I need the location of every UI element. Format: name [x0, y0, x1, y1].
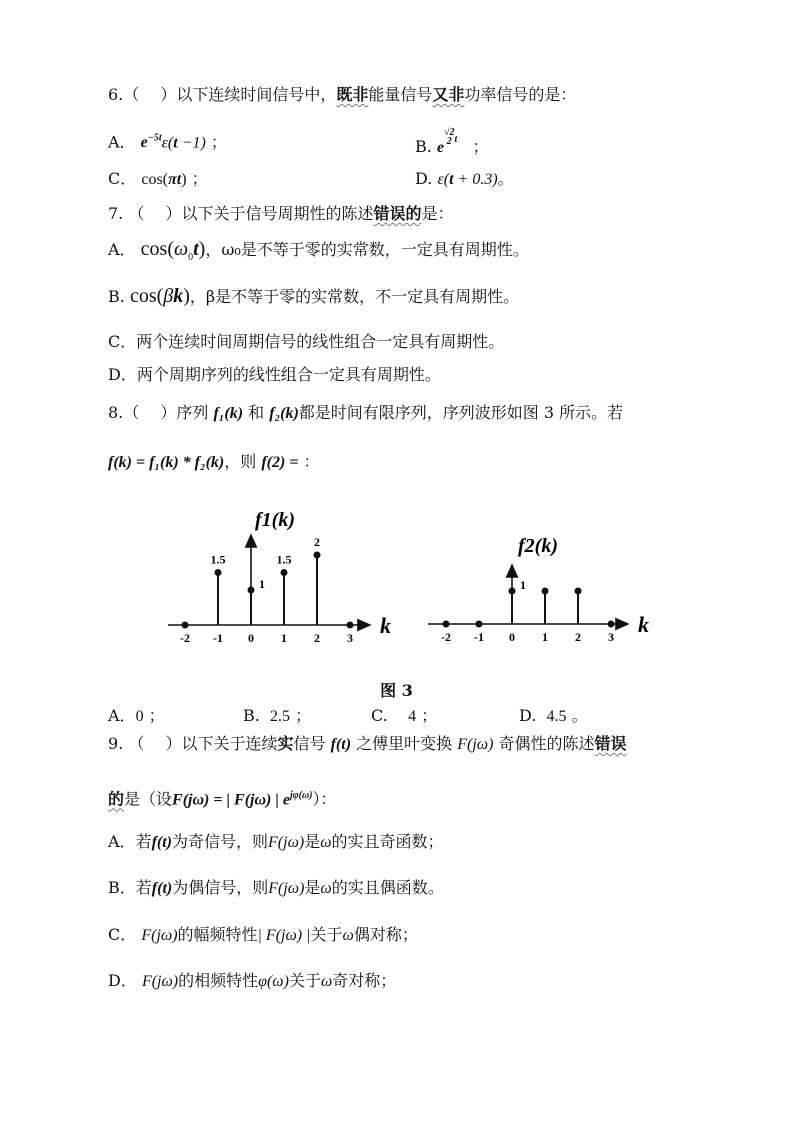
option-tail: 。 [571, 706, 588, 725]
stem-point [509, 588, 516, 595]
q6-stem-text: 功率信号的是： [464, 85, 577, 104]
x-tick-label: -2 [441, 630, 451, 644]
q6-stem [108, 84, 576, 106]
q9-emphasis-wrong: 错误 [594, 734, 627, 753]
value-label: 1.5 [276, 552, 292, 567]
q6-number: 6.（ ） [108, 85, 177, 104]
option-text: 的实且奇函数； [331, 832, 444, 851]
q6-emphasis-1: 既非 [336, 85, 369, 104]
option-label: B. [243, 706, 260, 725]
x-axis-label: k [638, 612, 649, 637]
q6-c-expr: cos(πt) [141, 171, 187, 188]
option-tail: ； [191, 169, 208, 188]
option-label: D. [519, 706, 537, 725]
q8-stem-line1 [108, 402, 623, 425]
q9-option-d [108, 970, 396, 993]
option-label: C． [108, 169, 137, 188]
option-value: 4.5 [546, 708, 567, 725]
option-expr: ω [320, 834, 332, 851]
stem-point [248, 587, 255, 594]
figure-3 [150, 490, 670, 670]
option-expr: f(t) [151, 880, 173, 897]
q9-text: 是（设 [124, 789, 173, 809]
option-tail: ； [148, 706, 165, 725]
q8-option-c [371, 703, 437, 726]
x-tick-label: 2 [314, 631, 320, 645]
x-tick-label: 1 [281, 631, 287, 645]
q9-text: 信号 [293, 734, 326, 753]
x-axis-label: k [380, 613, 391, 638]
q9-polar-expr: F(jω) = | F(jω) | e [172, 791, 290, 809]
q7-a-expr: $\cos(\omega_0t)$ [140, 238, 206, 263]
option-label: C. [371, 706, 388, 725]
option-text: 关于 [288, 971, 321, 990]
stem-point [575, 588, 582, 595]
q9-number: 9. （ ） [108, 734, 182, 753]
option-label: D. [415, 169, 433, 188]
stem-point [182, 622, 189, 629]
option-label: A． [108, 706, 136, 725]
option-value: 2.5 [270, 708, 291, 725]
option-tail: 。 [497, 169, 514, 188]
option-expr: ω [342, 927, 354, 944]
stem-point [215, 569, 222, 576]
option-expr: | F(jω) | [257, 927, 311, 944]
q6-option-c [108, 168, 208, 191]
option-text: 两个连续时间周期信号的线性组合一定具有周期性。 [136, 332, 505, 351]
stem-plots [150, 490, 670, 670]
q7-stem-text: 是： [421, 204, 454, 223]
stem-point [542, 588, 549, 595]
option-label: B． [108, 878, 136, 897]
value-label: 1.5 [210, 552, 226, 567]
q7-number: 7. （ ） [108, 204, 182, 223]
q8-f2-expr: f₂(k) [269, 405, 299, 422]
stem-point [314, 552, 321, 559]
option-text: 关于 [310, 925, 343, 944]
q8-text: 和 [248, 403, 265, 422]
option-text: 为偶信号，则 [172, 878, 269, 897]
q9-text: 奇偶性的陈述 [498, 734, 595, 753]
q8-option-d [519, 703, 588, 726]
q8-option-b [243, 703, 311, 726]
q9-option-c [108, 924, 418, 947]
option-label: D． [108, 971, 137, 990]
option-text: 偶对称； [353, 925, 418, 944]
option-label: B. [108, 287, 125, 306]
value-label: 2 [314, 535, 320, 549]
q9-text: ）： [312, 789, 337, 809]
q6-a-expr2: ε(t −1) [161, 134, 206, 152]
q8-query-expr: f(2) = [261, 454, 299, 471]
stem-point [608, 621, 615, 628]
option-label: B. [415, 137, 432, 156]
option-text: 是 [304, 878, 321, 897]
option-tail: ； [421, 706, 438, 725]
option-expr: F(jω) [268, 880, 305, 897]
plot-title: f1(k) [255, 509, 295, 531]
q7-emphasis: 错误的 [373, 204, 422, 223]
plot-title: f2(k) [518, 535, 558, 557]
option-text: 若 [135, 832, 152, 851]
q9-Fjw-expr: F(jω) [457, 736, 494, 753]
option-tail: ； [210, 132, 227, 152]
q9-text: 以下关于连续 [181, 734, 278, 753]
q7-option-a [108, 238, 529, 269]
option-value: 4 [408, 708, 417, 725]
option-expr: ω [320, 880, 332, 897]
q8-text: ： [303, 452, 320, 471]
option-expr: F(jω) [141, 927, 178, 944]
x-tick-label: 2 [575, 630, 581, 644]
q6-option-b [415, 128, 489, 159]
q6-emphasis-2: 又非 [432, 85, 465, 104]
q6-stem-text: 以下连续时间信号中， [176, 85, 337, 104]
q6-d-expr: ε(t + 0.3) [437, 171, 498, 188]
q9-option-b [108, 877, 444, 900]
figure-caption: 图 3 [380, 681, 413, 700]
option-value: 0 [135, 708, 144, 725]
q6-a-expr: $e^{-5t}$ [140, 133, 162, 152]
q6-option-a [108, 128, 227, 154]
x-tick-label: 3 [608, 630, 614, 644]
q6-option-d [415, 168, 514, 191]
x-tick-label: -2 [180, 631, 190, 645]
option-label: A． [108, 832, 136, 851]
stem-point [476, 621, 483, 628]
option-text: 为奇信号，则 [172, 832, 269, 851]
q9-stem-line2 [108, 785, 337, 811]
option-label: C． [108, 332, 137, 351]
option-tail: ； [295, 706, 312, 725]
q6-b-expr: e√2 2 $^t$ [436, 127, 458, 156]
stem-point [281, 569, 288, 576]
option-expr: F(jω) [141, 973, 179, 990]
q9-stem-line1 [108, 733, 627, 756]
x-tick-label: 0 [248, 631, 254, 645]
q7-stem-text: 以下关于信号周期性的陈述 [181, 204, 374, 223]
q9-emphasis-real: 实 [277, 734, 294, 753]
option-text: 两个周期序列的线性组合一定具有周期性。 [136, 365, 441, 384]
option-expr: F(jω) [268, 834, 305, 851]
q8-convolution-expr: f(k) = f₁(k) * f₂(k) [108, 454, 225, 471]
x-tick-label: -1 [213, 631, 223, 645]
x-tick-label: 3 [347, 631, 353, 645]
q7-stem [108, 203, 454, 225]
q8-stem-line2 [108, 451, 320, 474]
q7-option-b [108, 285, 519, 308]
q9-ft-expr: f(t) [330, 736, 352, 753]
x-tick-label: 0 [509, 630, 515, 644]
q9-polar-exponent: jφ(ω) [289, 790, 313, 801]
option-label: A． [108, 132, 136, 152]
option-tail: ； [472, 137, 489, 156]
x-tick-label: -1 [474, 630, 484, 644]
option-text: ，ω₀是不等于零的实常数，一定具有周期性。 [205, 240, 529, 259]
q8-text: ，则 [224, 452, 257, 471]
q9-text: 之傅里叶变换 [356, 734, 453, 753]
q9-emphasis-wrong-cont: 的 [108, 789, 125, 809]
option-expr: φ(ω) [258, 973, 289, 990]
option-text: 是 [304, 832, 321, 851]
option-label: C． [108, 925, 137, 944]
value-label: 1 [259, 577, 265, 591]
q7-b-expr: cos(βk) [129, 285, 190, 307]
option-text: ，β是不等于零的实常数，不一定具有周期性。 [189, 287, 520, 306]
q8-text: 序列 [176, 403, 209, 422]
option-text: 的相频特性 [178, 971, 259, 990]
value-label: 1 [520, 578, 526, 592]
option-expr: ω [320, 973, 333, 990]
option-expr: f(t) [151, 834, 173, 851]
option-label: A． [108, 240, 136, 259]
option-text: 若 [135, 878, 152, 897]
option-label: D． [108, 365, 137, 384]
q7-option-d [108, 364, 441, 386]
q8-f1-expr: f₁(k) [213, 405, 244, 422]
option-text: 奇对称； [332, 971, 397, 990]
q7-option-c [108, 331, 504, 353]
x-tick-label: 1 [542, 630, 548, 644]
stem-point [443, 621, 450, 628]
q8-option-a [108, 703, 165, 726]
q9-option-a [108, 831, 444, 854]
q8-number: 8.（ ） [108, 403, 177, 422]
option-text: 的实且偶函数。 [331, 878, 444, 897]
q8-text: 都是时间有限序列，序列波形如图 3 所示。若 [298, 403, 624, 422]
q6-stem-text: 能量信号 [368, 85, 433, 104]
stem-point [347, 622, 354, 629]
option-text: 的幅频特性 [177, 925, 258, 944]
